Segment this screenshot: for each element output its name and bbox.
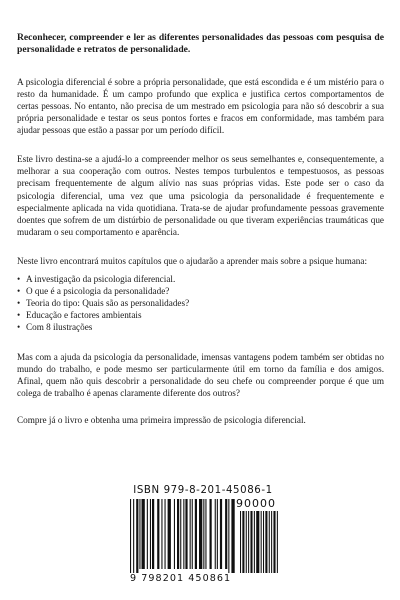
paragraph-chapters-intro: Neste livro encontrará muitos capítulos que o ajudarão a aprender mais sobre a psique humana: (17, 255, 368, 266)
barcode-bar (161, 499, 162, 569)
feature-item: • Educação e factores ambientais (17, 309, 384, 321)
barcode-addon-bar (271, 511, 272, 573)
isbn-barcode (128, 485, 278, 585)
paragraph-call-to-action: Compre já o livro e obtenha uma primeira impressão de psicologia diferencial. (17, 414, 306, 425)
barcode-bar (185, 499, 187, 569)
paragraph-intro: A psicologia diferencial é sobre a própria personalidade, que está escondida e é um mistério para o resto da humanidade. É um campo profundo que explica e justifica certos comportamentos de certas pessoas. No entanto, não precisa de um mestrado em psicologia para não só descobrir a sua própria personalidade e testar os seus pontos fortes e fracos em conformidade, mas também para ajudar pessoas que estão a passar por um período difícil. (17, 76, 384, 136)
barcode-addon-bar (269, 511, 270, 573)
barcode-addon-bar (277, 511, 278, 573)
barcode-addon-bar (250, 511, 252, 573)
barcode-addon-bar (242, 511, 244, 573)
barcode-addon-bar (273, 511, 275, 573)
barcode-addon-bar (240, 511, 241, 573)
barcode-bar (210, 499, 212, 569)
barcode-addon-bar (256, 511, 259, 573)
barcode-addon-bar (263, 511, 264, 573)
headline: Reconhecer, compreender e ler as diferentes personalidades das pessoas com pesquisa de personalidade e retratos de personalidade. (17, 32, 384, 56)
barcode-bar (168, 499, 171, 569)
barcode-bar (199, 499, 202, 569)
isbn-label: ISBN 979-8-201-45086-1 (133, 485, 273, 496)
paragraph-work-benefits: Mas com a ajuda da psicologia da personalidade, imensas vantagens podem também ser obtidas no mundo do trabalho, e pode mesmo ser particularmente útil em torno da família e dos amigos. Afinal, quem não quis descobrir a personalidade do seu chefe ou compreender porque é que um colega de trabalho é apenas claramente diferente dos outros? (17, 351, 384, 398)
barcode-bar (157, 499, 159, 569)
barcode-bar (150, 499, 151, 569)
barcode-bar (139, 499, 140, 569)
barcode-addon-bar (254, 511, 255, 573)
barcode-digits: 9 798201 450861 (130, 573, 232, 584)
barcode-bar (205, 499, 206, 569)
barcode-bar (174, 499, 175, 569)
barcode-bar (195, 499, 197, 569)
back-cover-text (17, 0, 384, 426)
feature-item: • O que é a psicologia da personalidade? (17, 285, 384, 297)
barcode-bar (225, 499, 227, 569)
barcode-bar (203, 499, 204, 569)
feature-item: • A investigação da psicologia diferencial. (17, 273, 384, 285)
feature-item: • Teoria do tipo: Quais são as personalidades? (17, 297, 384, 309)
paragraph-purpose: Este livro destina-se a ajudá-lo a compreender melhor os seus semelhantes e, consequentemente, a melhorar a sua cooperação com outros. Nestes tempos turbulentos e tempestuosos, as pessoas precisam frequentemente de algum alívio nas suas próprias vidas. Este pode ser o caso da psicologia diferencial, uma vez que uma psicologia da personalidade é frequentemente e especialmente aplicada na vida quotidiana. Trata-se de ajudar profundamente pessoas gravemente doentes que sofrem de um distúrbio de personalidade ou que tiveram experiências traumáticas que mudaram o seu comportamento e aparência. (17, 154, 384, 237)
feature-item: • Com 8 ilustrações (17, 321, 384, 333)
barcode-bar (133, 499, 134, 573)
barcode-bar (231, 499, 234, 573)
barcode-addon-bar (246, 511, 247, 573)
barcode-bar (190, 499, 191, 569)
barcode-bars (128, 499, 278, 575)
barcode-bar (136, 499, 138, 573)
barcode-bar (130, 499, 131, 573)
barcode-addon-bar (261, 511, 262, 573)
barcode-bar (192, 499, 193, 569)
barcode-bar (152, 499, 154, 569)
barcode-addon-bar (265, 511, 267, 573)
barcode-bar (180, 499, 181, 569)
barcode-bar (165, 499, 166, 569)
feature-list (17, 273, 384, 333)
barcode-bar (215, 499, 216, 569)
barcode-addon-bar (248, 511, 249, 573)
barcode-bar (228, 499, 229, 573)
barcode-bar (217, 499, 218, 569)
price-code: 90000 (236, 497, 276, 510)
barcode-bar (220, 499, 222, 569)
barcode-bar (183, 499, 184, 569)
barcode-bar (177, 499, 179, 569)
barcode-bar (142, 499, 145, 569)
barcode-bar (147, 499, 148, 569)
